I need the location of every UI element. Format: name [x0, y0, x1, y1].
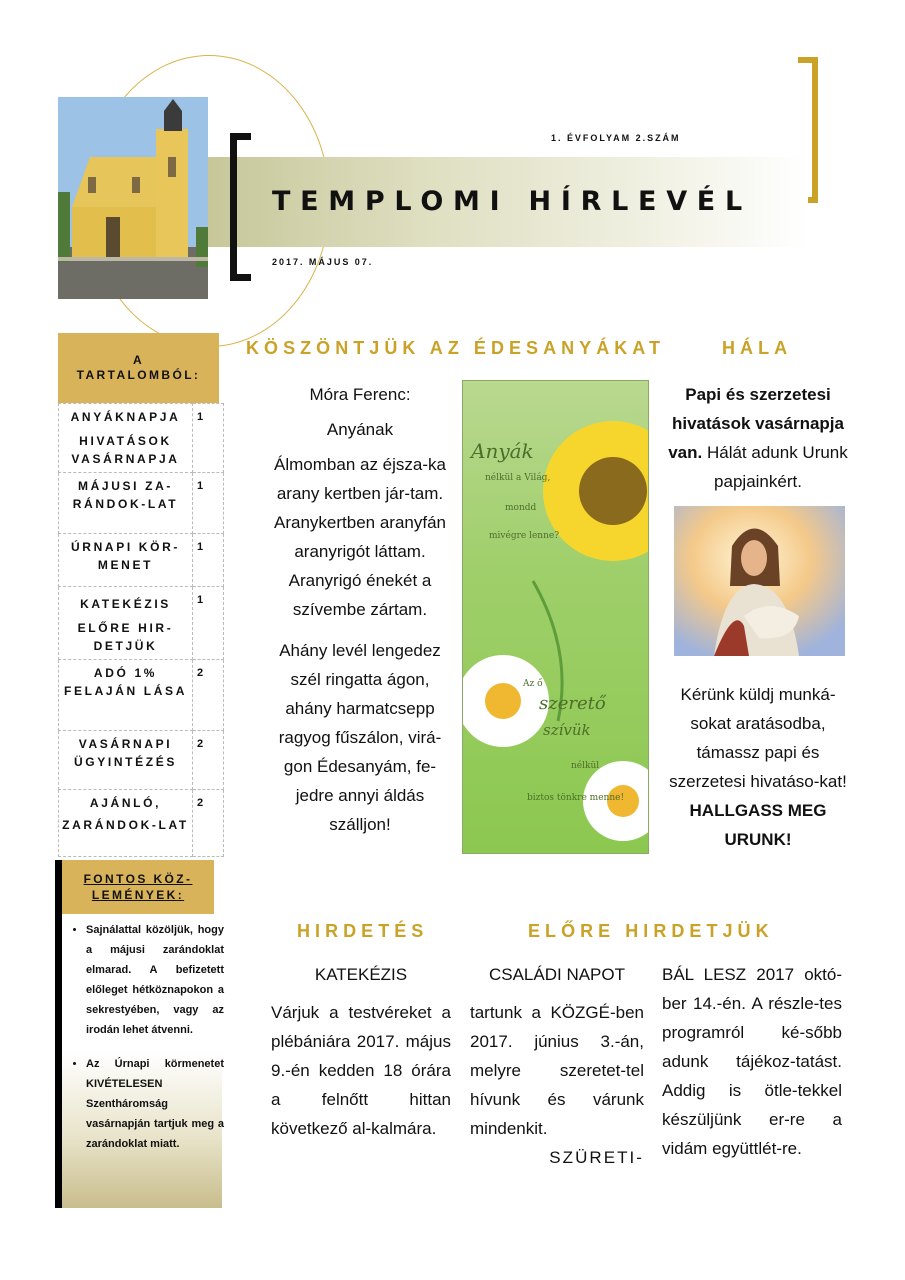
toc-sublabel: HIVATÁSOK VASÁRNAPJA: [71, 434, 180, 466]
harvest-ball-lead: SZÜRETI-: [549, 1148, 644, 1167]
toc-label: AJÁNLÓ,: [89, 796, 162, 810]
black-bracket: [230, 133, 251, 281]
toc-label: ÚRNAPI KÖR-MENET: [59, 534, 193, 587]
poem-stanza: Álmomban az éjsza-ka arany kertben jár-tam. Aranykertben aranyfán aranyrigót láttam. Aranyrigó énekét a szívembe zártam.: [274, 455, 446, 619]
toc-row[interactable]: [59, 790, 224, 857]
card-text: mondd: [505, 503, 537, 513]
poem-column: [268, 380, 452, 845]
ball-text: LESZ 2017 októ-ber 14.-én. A részle-tes programról ké-sőbb adunk tájékoz-tatást. Addig is ötle-tekkel készüljünk er-re a vidám együttlét-re.: [662, 965, 842, 1158]
poem-stanza: Ahány levél lengedez szél ringatta ágon, ahány harmatcsepp ragyog fűszálon, virá-gon Édesanyám, fe-jedre annyi áldás szálljon!: [278, 641, 442, 834]
toc-page: 2: [193, 660, 224, 731]
catechesis-text: Várjuk a testvéreket a plébániára 2017. május 9.-én kedden 18 órára a felnőtt hittan következő al-kalmára.: [271, 1003, 451, 1138]
card-text: Az ő: [523, 679, 543, 689]
toc-sublabel: ELŐRE HIR-DETJÜK: [77, 621, 174, 653]
toc-page: 2: [193, 790, 224, 857]
family-day-text: tartunk a KÖZGÉ-ben 2017. június 3.-án, melyre szeretet-tel hívunk és várunk mindenkit.: [470, 1003, 644, 1138]
issue-date: 2017. MÁJUS 07.: [272, 257, 374, 267]
toc-page: 2: [193, 731, 224, 790]
thanks-column: [666, 380, 850, 496]
notice-item: • Sajnálattal közöljük, hogy a májusi zarándoklat elmarad. A befizetett előleget hétköznapokon a sekrestyében, vagy az irodán lehet átvenni.: [86, 920, 224, 1040]
poem-author: Móra Ferenc:: [309, 385, 411, 404]
ball-column: [662, 960, 842, 1163]
ad-heading: HIRDETÉS: [297, 921, 429, 941]
toc-label: ANYÁKNAPJA: [70, 410, 181, 424]
catechesis-heading: KATEKÉZIS: [314, 965, 408, 984]
card-text: mivégre lenne?: [489, 531, 560, 541]
notice-item: • Az Úrnapi körmenetet KIVÉTELESEN Szentháromság vasárnapján tartjuk meg a zarándoklat miatt.: [86, 1054, 224, 1154]
notices-list: [68, 920, 224, 1168]
jesus-with-lamb-image: [674, 506, 845, 656]
issue-number: 1. ÉVFOLYAM 2.SZÁM: [551, 133, 681, 143]
prayer-closing: HALLGASS MEG URUNK!: [689, 801, 827, 849]
card-text: biztos tönkre menne!: [527, 793, 625, 803]
toc-row[interactable]: [59, 404, 224, 473]
toc-table: [58, 403, 224, 857]
thanks-intro-bold: Papi és szerzetesi hivatások vasárnapja van.: [668, 385, 844, 462]
poem-title: Anyának: [326, 420, 394, 439]
thanks-intro: Hálát adunk Urunk papjainkért.: [706, 443, 848, 491]
toc-sublabel: ZARÁNDOK-LAT: [62, 818, 189, 832]
card-text: szívük: [543, 721, 591, 739]
catechesis-column: [271, 960, 451, 1143]
mothers-heading: KÖSZÖNTJÜK AZ ÉDESANYÁKAT: [246, 338, 666, 358]
toc-page: 1: [193, 534, 224, 587]
prayer-column: [666, 680, 850, 854]
family-day-column: [470, 960, 644, 1172]
toc-label: MÁJUSI ZA-RÁNDOK-LAT: [59, 473, 193, 534]
toc-label: VASÁRNAPI ÜGYINTÉZÉS: [59, 731, 193, 790]
prayer-text: Kérünk küldj munká-sokat aratásodba, támassz papi és szerzetesi hivatáso-kat!: [669, 685, 847, 791]
toc-label: ADÓ 1% FELAJÁN LÁSA: [59, 660, 193, 731]
upcoming-heading: ELŐRE HIRDETJÜK: [528, 921, 774, 941]
church-photo: [58, 97, 208, 299]
card-text: szerető: [539, 693, 606, 714]
notices-heading: FONTOS KÖZ-LEMÉNYEK:: [62, 860, 214, 914]
ball-word: BÁL: [662, 965, 694, 984]
toc-page: 1: [193, 473, 224, 534]
toc-label: KATEKÉZIS: [80, 597, 171, 611]
card-text: nélkül: [571, 761, 600, 771]
toc-row[interactable]: [59, 587, 224, 660]
toc-heading: A TARTALOMBÓL:: [58, 333, 219, 403]
mothers-day-card: [462, 380, 649, 854]
toc-row[interactable]: [59, 731, 224, 790]
toc-row[interactable]: [59, 473, 224, 534]
toc-page: 1: [193, 587, 224, 660]
toc-page: 1: [193, 404, 224, 473]
card-text: nélkül a Világ,: [485, 473, 551, 483]
toc-row[interactable]: [59, 534, 224, 587]
family-day-heading: CSALÁDI NAPOT: [488, 965, 626, 984]
newsletter-title: TEMPLOMI HÍRLEVÉL: [272, 186, 752, 217]
card-text: Anyák: [471, 439, 534, 463]
toc-row[interactable]: [59, 660, 224, 731]
thanks-heading: HÁLA: [722, 338, 793, 358]
